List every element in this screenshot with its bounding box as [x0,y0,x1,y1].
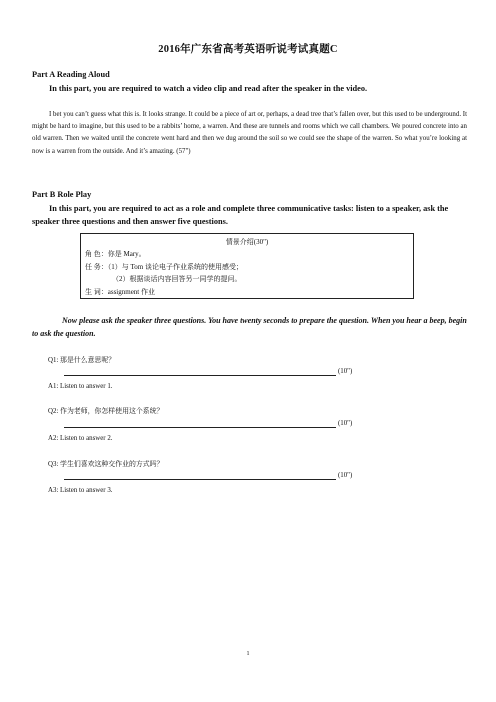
scenario-vocab: 生 词：assignment 作业 [85,287,155,296]
scenario-task-2: （2）根据谈话内容回答另一同学的提问。 [112,275,242,284]
part-a-heading: Part A Reading Aloud [32,70,110,79]
question-prompt: Now please ask the speaker three questions. You have twenty seconds to prepare the question. When you hear a beep, begin to ask the question. [32,316,467,338]
question-1-time: (10") [338,368,353,375]
reading-passage: I bet you can’t guess what this is. It looks strange. It could be a piece of art or, perhaps, a dead tree that’s fallen over, but this used to be underground. It might be hard to imagine, but this used to be a rabbits’ home, a warren. And these are tunnels and rooms which we call chambers. We poured concrete into an old warren. Then we waited until the concrete went hard and then we dug around the soil so we could see the shape of the warren. So what you’re looking at now is a warren from the outside. And it’s amazing. (57") [32,111,467,155]
answer-line-2 [64,427,336,428]
answer-line-3 [64,479,336,480]
scenario-role: 角 色：你是 Mary。 [85,250,146,259]
scenario-title: 情景介绍(30") [225,238,269,246]
question-3: Q3: 学生们喜欢这种交作业的方式吗？ [48,461,164,468]
question-1: Q1: 那是什么意思呢？ [48,357,116,364]
document-title: 2016年广东省高考英语听说考试真题C [158,44,338,55]
page-number: 1 [246,651,250,657]
scenario-task-1: 任 务：（1）与 Tom 谈论电子作业系统的使用感受； [85,262,243,271]
answer-1: A1: Listen to answer 1. [48,383,113,390]
part-a-instruction: In this part, you are required to watch a video clip and read after the speaker in the video. [49,84,368,93]
question-2: Q2: 作为老师，你怎样使用这个系统？ [48,408,164,415]
answer-3: A3: Listen to answer 3. [48,487,113,494]
question-3-time: (10") [338,472,353,479]
question-2-time: (10") [338,420,353,427]
part-b-heading: Part B Role Play [32,190,92,199]
answer-line-1 [64,375,336,376]
scenario-box [80,233,414,299]
part-b-instruction: In this part, you are required to act as a role and complete three communicative tasks: listen to a speaker, ask the speaker three questions and then answer five questions. [32,204,449,226]
answer-2: A2: Listen to answer 2. [48,435,113,442]
